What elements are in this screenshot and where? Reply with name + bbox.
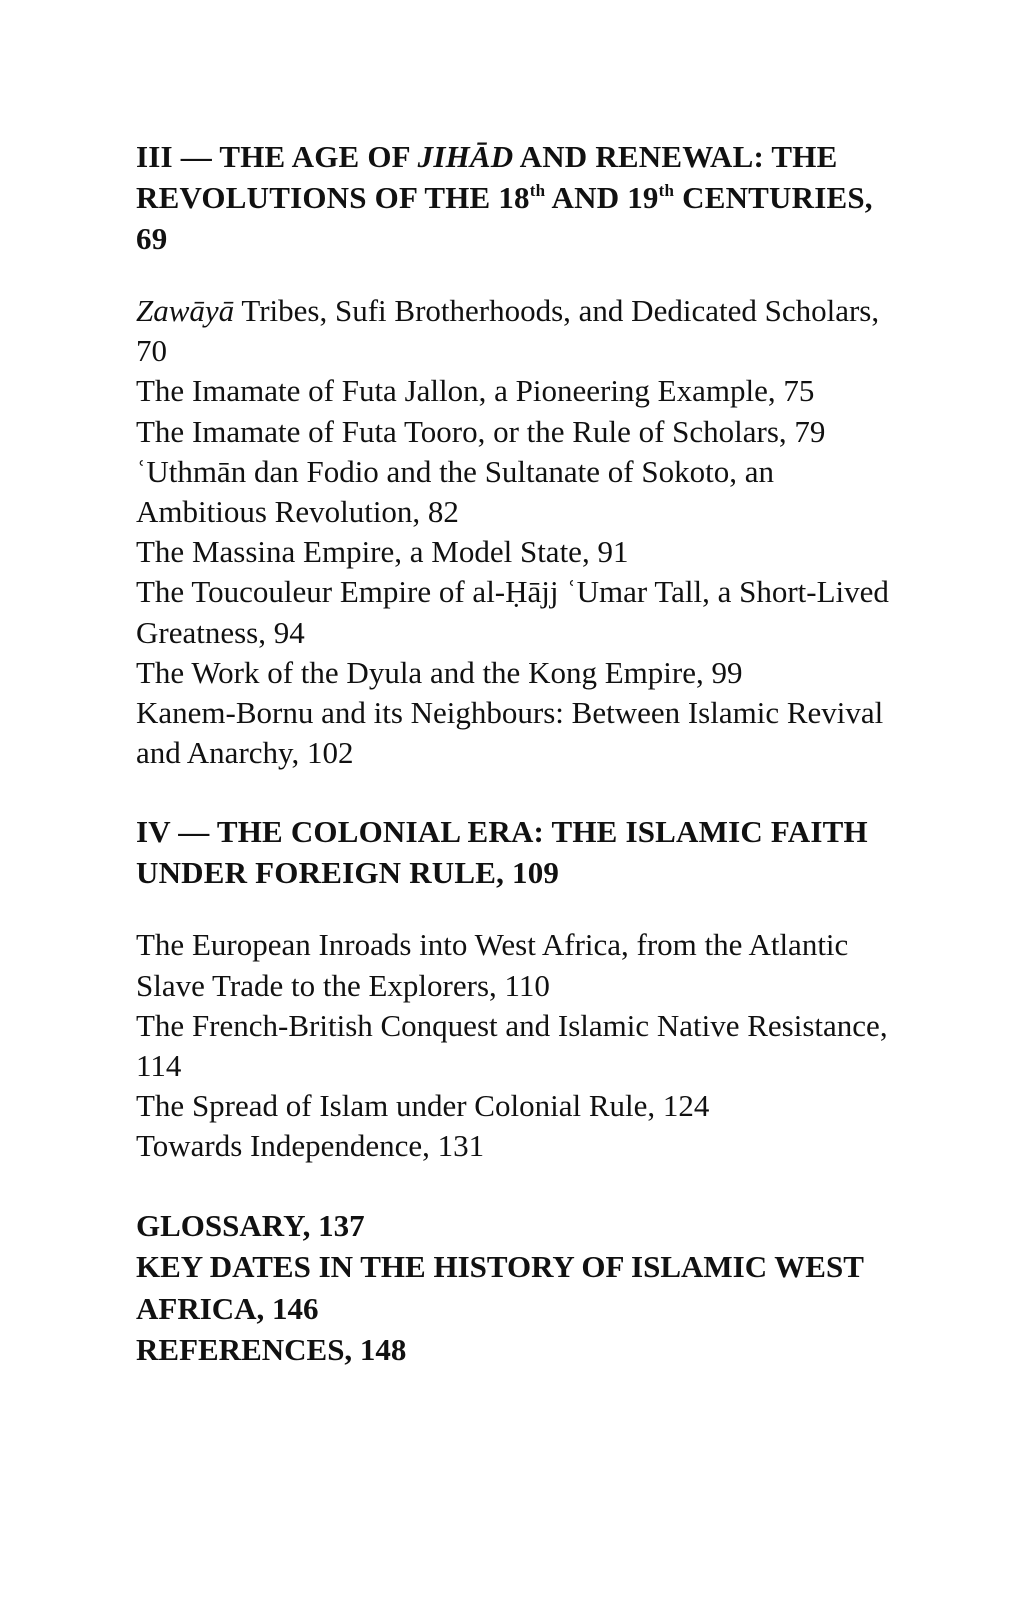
part-3-heading-mid2: AND 19: [545, 180, 659, 215]
toc-entry: The Imamate of Futa Jallon, a Pioneering Example, 75: [136, 373, 815, 409]
part-3-heading: [136, 136, 896, 259]
key-dates-entry: KEY DATES IN THE HISTORY OF ISLAMIC WEST AFRICA, 146: [136, 1249, 864, 1326]
part-3-heading-post: CENTURIES, 69: [136, 180, 873, 256]
references-entry: REFERENCES, 148: [136, 1332, 407, 1368]
toc-entry: The Massina Empire, a Model State, 91: [136, 534, 629, 570]
toc-entry: The Imamate of Futa Tooro, or the Rule of Scholars, 79: [136, 413, 826, 449]
toc-entry: ʿUthmān dan Fodio and the Sultanate of Sokoto, an Ambitious Revolution, 82: [136, 453, 774, 530]
back-matter-list: [136, 1205, 896, 1371]
toc-entry: The Spread of Islam under Colonial Rule, 124: [136, 1088, 710, 1124]
part-3-heading-mid: AND RENEWAL: THE REVOLUTIONS OF THE 18: [136, 139, 838, 215]
toc-entry: [136, 291, 896, 371]
toc-entry-text: Tribes, Sufi Brotherhoods, and Dedicated Scholars, 70: [136, 293, 880, 369]
glossary-entry: GLOSSARY, 137: [136, 1207, 365, 1243]
toc-entry: Towards Independence, 131: [136, 1128, 485, 1164]
part-3-heading-pre: III — THE AGE OF: [136, 139, 418, 174]
toc-entry-italic: Zawāyā: [136, 293, 235, 328]
toc-entry: The Toucouleur Empire of al-Ḥājj ʿUmar Tall, a Short-Lived Greatness, 94: [136, 574, 889, 650]
table-of-contents-page: [136, 136, 896, 1371]
toc-entry: The French-British Conquest and Islamic Native Resistance, 114: [136, 1007, 888, 1084]
superscript-th-1: th: [529, 181, 546, 201]
part-4-heading: IV — THE COLONIAL ERA: THE ISLAMIC FAITH UNDER FOREIGN RULE, 109: [136, 814, 868, 891]
superscript-th-2: th: [658, 181, 675, 201]
toc-entry: The Work of the Dyula and the Kong Empire, 99: [136, 654, 743, 690]
toc-entry: Kanem-Bornu and its Neighbours: Between Islamic Revival and Anarchy, 102: [136, 695, 884, 771]
part-3-entry-list: [136, 291, 896, 773]
part-3-heading-italic: JIHĀD: [417, 139, 514, 174]
part-4-entry-list: [136, 925, 896, 1166]
toc-entry: The European Inroads into West Africa, from the Atlantic Slave Trade to the Explorers, 110: [136, 927, 849, 1003]
